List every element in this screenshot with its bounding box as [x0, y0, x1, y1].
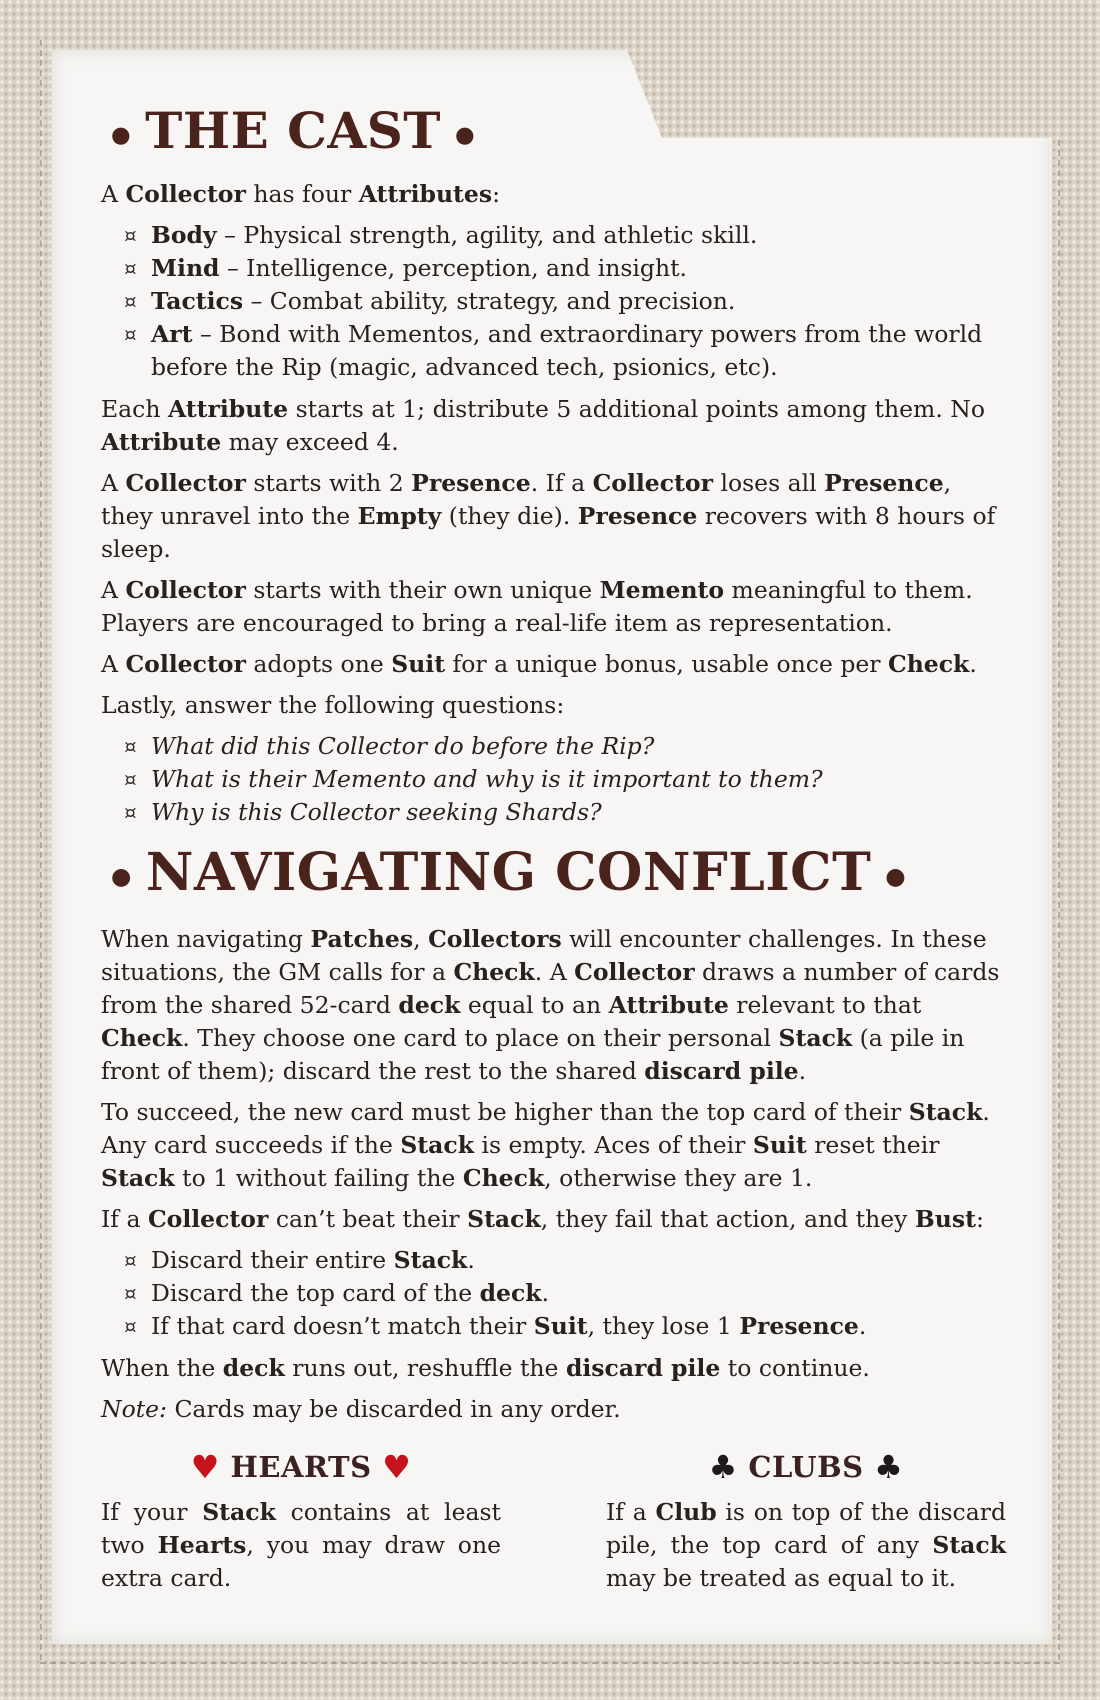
bust-step: ¤ Discard the top card of the deck. [151, 1277, 1006, 1310]
question-list [101, 730, 1006, 829]
attribute-item-art: ¤ Art – Bond with Mementos, and extraordinary powers from the world before the Rip (magic, advanced tech, psionics, etc). [151, 318, 1006, 384]
conflict-paragraph: If a Collector can’t beat their Stack, they fail that action, and they Bust: [101, 1205, 984, 1233]
bullet-dot: ● [455, 121, 476, 148]
cast-paragraph: Lastly, answer the following questions: [101, 691, 565, 719]
heart-icon: ♥ [382, 1448, 412, 1486]
clubs-rule: If a Club is on top of the discard pile, the top card of any Stack may be treated as equal to it. [606, 1498, 1006, 1592]
cast-paragraph: A Collector starts with 2 Presence. If a Collector loses all Presence, they unravel into the Empty (they die). Presence recovers with 8 hours of sleep. [101, 469, 996, 563]
attribute-item-body: ¤ Body – Physical strength, agility, and athletic skill. [151, 219, 1006, 252]
hearts-title [101, 1448, 501, 1486]
stitch-border-left [40, 40, 42, 1660]
hearts-suit-box [101, 1448, 501, 1603]
conflict-closing: When the deck runs out, reshuffle the discard pile to continue. [101, 1354, 870, 1382]
cast-paragraph: Each Attribute starts at 1; distribute 5 additional points among them. No Attribute may exceed 4. [101, 395, 985, 456]
attribute-list [101, 219, 1006, 384]
suit-bonus-section [101, 1448, 1006, 1603]
question-item: ¤ What is their Memento and why is it important to them? [151, 763, 1006, 796]
clubs-suit-box [606, 1448, 1006, 1603]
bust-step: ¤ If that card doesn’t match their Suit, they lose 1 Presence. [151, 1310, 1006, 1343]
hearts-title-text: HEARTS [230, 1450, 372, 1484]
heart-icon: ♥ [190, 1448, 220, 1486]
conflict-note: Note: Cards may be discarded in any order. [101, 1395, 621, 1423]
cast-heading-text: THE CAST [145, 101, 442, 160]
stitch-border-right [1058, 140, 1060, 1660]
cast-paragraph: A Collector adopts one Suit for a unique bonus, usable once per Check. [101, 650, 977, 678]
club-icon: ♣ [874, 1448, 904, 1486]
clubs-title-text: CLUBS [748, 1450, 864, 1484]
question-item: ¤ Why is this Collector seeking Shards? [151, 796, 1006, 829]
hearts-rule: If your Stack contains at least two Hearts, you may draw one extra card. [101, 1498, 501, 1592]
attribute-item-tactics: ¤ Tactics – Combat ability, strategy, and precision. [151, 285, 1006, 318]
conflict-paragraph: When navigating Patches, Collectors will encounter challenges. In these situations, the GM calls for a Check. A Collector draws a number of cards from the shared 52-card deck equal to an Attribute relevant to that Check. They choose one card to place on their personal Stack (a pile in front of them); discard the rest to the shared discard pile. [101, 925, 1000, 1085]
question-item: ¤ What did this Collector do before the Rip? [151, 730, 1006, 763]
bullet-dot: ● [111, 861, 132, 890]
stitch-border-bottom [40, 1662, 1060, 1664]
club-icon: ♣ [708, 1448, 738, 1486]
bullet-dot: ● [885, 861, 907, 890]
clubs-title [606, 1448, 1006, 1486]
conflict-paragraph: To succeed, the new card must be higher than the top card of their Stack. Any card succeeds if the Stack is empty. Aces of their Suit reset their Stack to 1 without failing the Check, otherwise they are 1. [101, 1098, 990, 1192]
cast-heading [97, 101, 1006, 160]
attribute-item-mind: ¤ Mind – Intelligence, perception, and insight. [151, 252, 1006, 285]
cast-intro: A Collector has four Attributes: [101, 180, 501, 208]
cast-paragraph: A Collector starts with their own unique Memento meaningful to them. Players are encouraged to bring a real-life item as representation. [101, 576, 973, 637]
conflict-heading-text: NAVIGATING CONFLICT [145, 842, 872, 903]
conflict-heading [97, 842, 1006, 903]
bullet-dot: ● [111, 121, 132, 148]
main-content [101, 96, 1006, 1434]
bust-step: ¤ Discard their entire Stack. [151, 1244, 1006, 1277]
bust-step-list [101, 1244, 1006, 1343]
